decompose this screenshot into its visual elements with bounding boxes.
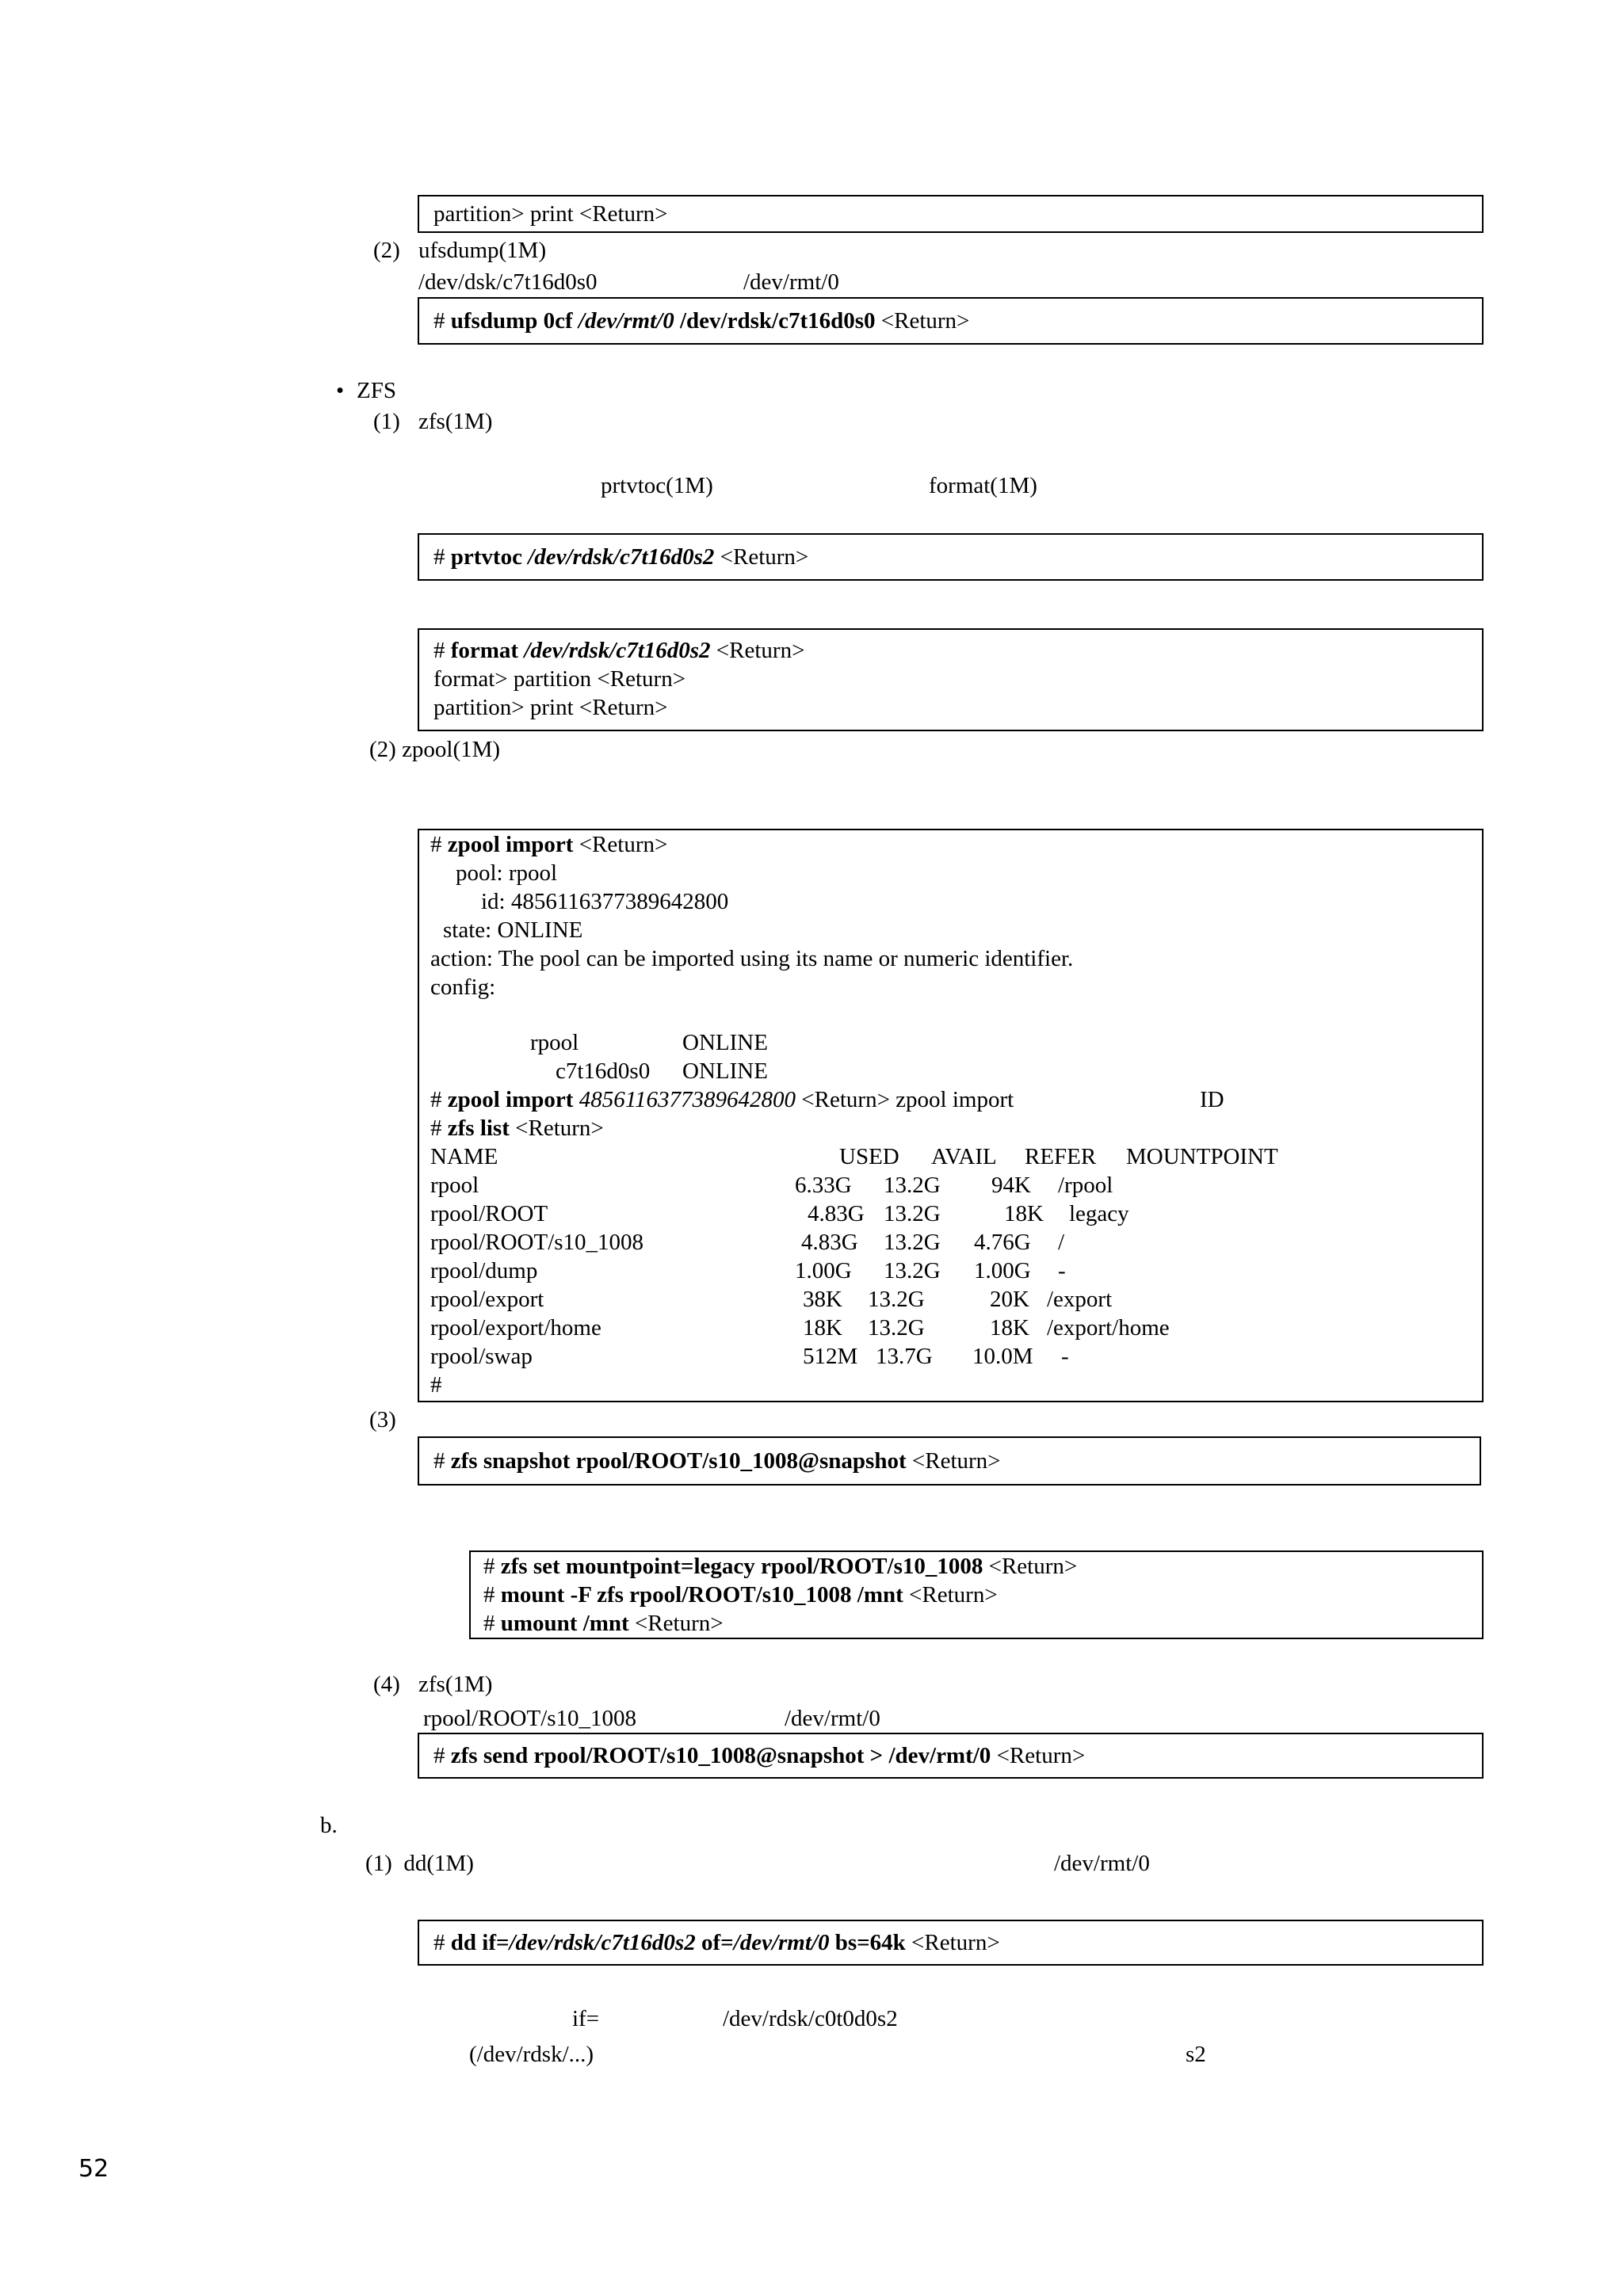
- cell-used: 6.33G: [795, 1173, 852, 1198]
- code-line: # zfs send rpool/ROOT/s10_1008@snapshot > /dev/rmt/0 <Return>: [433, 1743, 1086, 1768]
- item-command: zfs(1M): [418, 1672, 493, 1697]
- cell-avail: 13.2G: [884, 1230, 941, 1255]
- code-box-mount: [469, 1550, 1484, 1639]
- code-line: # zfs list <Return>: [430, 1116, 604, 1141]
- config-state: ONLINE: [682, 1058, 768, 1084]
- device-path: /dev/rdsk/c0t0d0s2: [723, 2006, 898, 2031]
- cell-refer: 94K: [991, 1173, 1031, 1198]
- shell-prompt: #: [430, 1372, 442, 1398]
- cell-used: 4.83G: [808, 1201, 865, 1226]
- device-path: /dev/rmt/0: [785, 1706, 880, 1731]
- cell-mountpoint: legacy: [1069, 1201, 1129, 1226]
- cell-avail: 13.2G: [868, 1315, 925, 1341]
- code-box-zpool-import: [418, 829, 1484, 1402]
- code-box-ufsdump: [418, 297, 1484, 345]
- cell-avail: 13.2G: [884, 1201, 941, 1226]
- cell-name: rpool/dump: [430, 1258, 538, 1283]
- item-label: (4): [373, 1672, 400, 1697]
- item-label: (1): [373, 409, 400, 434]
- cell-avail: 13.2G: [868, 1287, 925, 1312]
- table-header-avail: AVAIL: [931, 1144, 997, 1169]
- config-state: ONLINE: [682, 1030, 768, 1055]
- cell-refer: 10.0M: [972, 1344, 1033, 1369]
- note-text: if=: [572, 2006, 600, 2031]
- code-line: # ufsdump 0cf /dev/rmt/0 /dev/rdsk/c7t16d0s0 <Return>: [433, 308, 970, 334]
- code-line: # zfs set mountpoint=legacy rpool/ROOT/s10_1008 <Return>: [483, 1554, 1078, 1579]
- note-text: (/dev/rdsk/...): [469, 2042, 594, 2067]
- code-box-prtvtoc: [418, 533, 1484, 581]
- cell-avail: 13.2G: [884, 1173, 941, 1198]
- code-line: # format /dev/rdsk/c7t16d0s2 <Return>: [433, 638, 805, 663]
- note-text: s2: [1186, 2042, 1206, 2067]
- cell-avail: 13.2G: [884, 1258, 941, 1283]
- cell-used: 18K: [803, 1315, 842, 1341]
- cell-used: 4.83G: [801, 1230, 858, 1255]
- item-label: (2): [373, 238, 400, 263]
- code-line: # zpool import 4856116377389642800 <Return> zpool import: [430, 1087, 1014, 1112]
- code-line: partition> print <Return>: [433, 695, 668, 720]
- config-name: rpool: [530, 1030, 579, 1055]
- table-header-mountpoint: MOUNTPOINT: [1126, 1144, 1278, 1169]
- device-path: /dev/rmt/0: [743, 269, 839, 295]
- table-header-used: USED: [839, 1144, 899, 1169]
- cell-refer: 1.00G: [974, 1258, 1031, 1283]
- device-path: /dev/dsk/c7t16d0s0: [418, 269, 598, 295]
- page-number: 52: [78, 2155, 109, 2183]
- section-label: b.: [320, 1813, 338, 1838]
- item-command: ufsdump(1M): [418, 238, 547, 263]
- item-command: (1) dd(1M): [365, 1851, 474, 1876]
- cell-mountpoint: /: [1058, 1230, 1065, 1255]
- code-line: # mount -F zfs rpool/ROOT/s10_1008 /mnt <Return>: [483, 1582, 998, 1608]
- cell-name: rpool: [430, 1173, 479, 1198]
- cell-name: rpool/ROOT/s10_1008: [430, 1230, 644, 1255]
- cell-used: 512M: [803, 1344, 858, 1369]
- item-label: (2) zpool(1M): [369, 737, 501, 762]
- device-path: /dev/rmt/0: [1054, 1851, 1150, 1876]
- cell-refer: 18K: [990, 1315, 1029, 1341]
- dataset-name: rpool/ROOT/s10_1008: [423, 1706, 637, 1731]
- code-line: ID: [1200, 1087, 1224, 1112]
- cell-name: rpool/swap: [430, 1344, 533, 1369]
- config-name: c7t16d0s0: [556, 1058, 651, 1084]
- code-box-partition-print: [418, 195, 1484, 233]
- code-line: # dd if=/dev/rdsk/c7t16d0s2 of=/dev/rmt/0 bs=64k <Return>: [433, 1930, 1000, 1955]
- command-reference: format(1M): [929, 473, 1037, 498]
- cell-name: rpool/export: [430, 1287, 544, 1312]
- command-reference: prtvtoc(1M): [601, 473, 713, 498]
- code-line: partition> print <Return>: [433, 201, 668, 227]
- cell-refer: 20K: [990, 1287, 1029, 1312]
- code-box-zfs-send: [418, 1733, 1484, 1779]
- code-box-zfs-snapshot: [418, 1436, 1481, 1486]
- code-line: # umount /mnt <Return>: [483, 1611, 724, 1636]
- cell-avail: 13.7G: [876, 1344, 933, 1369]
- code-box-dd: [418, 1920, 1484, 1966]
- cell-mountpoint: -: [1061, 1344, 1069, 1369]
- output-line: action: The pool can be imported using its name or numeric identifier.: [430, 946, 1074, 971]
- cell-mountpoint: /export: [1047, 1287, 1113, 1312]
- cell-mountpoint: -: [1058, 1258, 1066, 1283]
- code-line: format> partition <Return>: [433, 666, 686, 692]
- cell-refer: 18K: [1004, 1201, 1044, 1226]
- cell-used: 1.00G: [795, 1258, 852, 1283]
- item-label: (3): [369, 1407, 396, 1432]
- code-line: # zpool import <Return>: [430, 832, 668, 857]
- code-line: # zfs snapshot rpool/ROOT/s10_1008@snapshot <Return>: [433, 1448, 1001, 1474]
- code-line: # prtvtoc /dev/rdsk/c7t16d0s2 <Return>: [433, 544, 809, 570]
- bullet: •: [336, 378, 345, 403]
- table-header-refer: REFER: [1025, 1144, 1097, 1169]
- table-header-name: NAME: [430, 1144, 498, 1169]
- output-line: id: 4856116377389642800: [481, 889, 729, 914]
- item-command: zfs(1M): [418, 409, 493, 434]
- output-line: config:: [430, 974, 496, 1000]
- code-box-format: [418, 628, 1484, 731]
- cell-mountpoint: /export/home: [1047, 1315, 1170, 1341]
- cell-refer: 4.76G: [974, 1230, 1031, 1255]
- cell-name: rpool/ROOT: [430, 1201, 548, 1226]
- section-title: ZFS: [357, 378, 396, 403]
- output-line: state: ONLINE: [443, 917, 583, 943]
- cell-mountpoint: /rpool: [1058, 1173, 1113, 1198]
- output-line: pool: rpool: [456, 860, 558, 886]
- cell-name: rpool/export/home: [430, 1315, 601, 1341]
- cell-used: 38K: [803, 1287, 842, 1312]
